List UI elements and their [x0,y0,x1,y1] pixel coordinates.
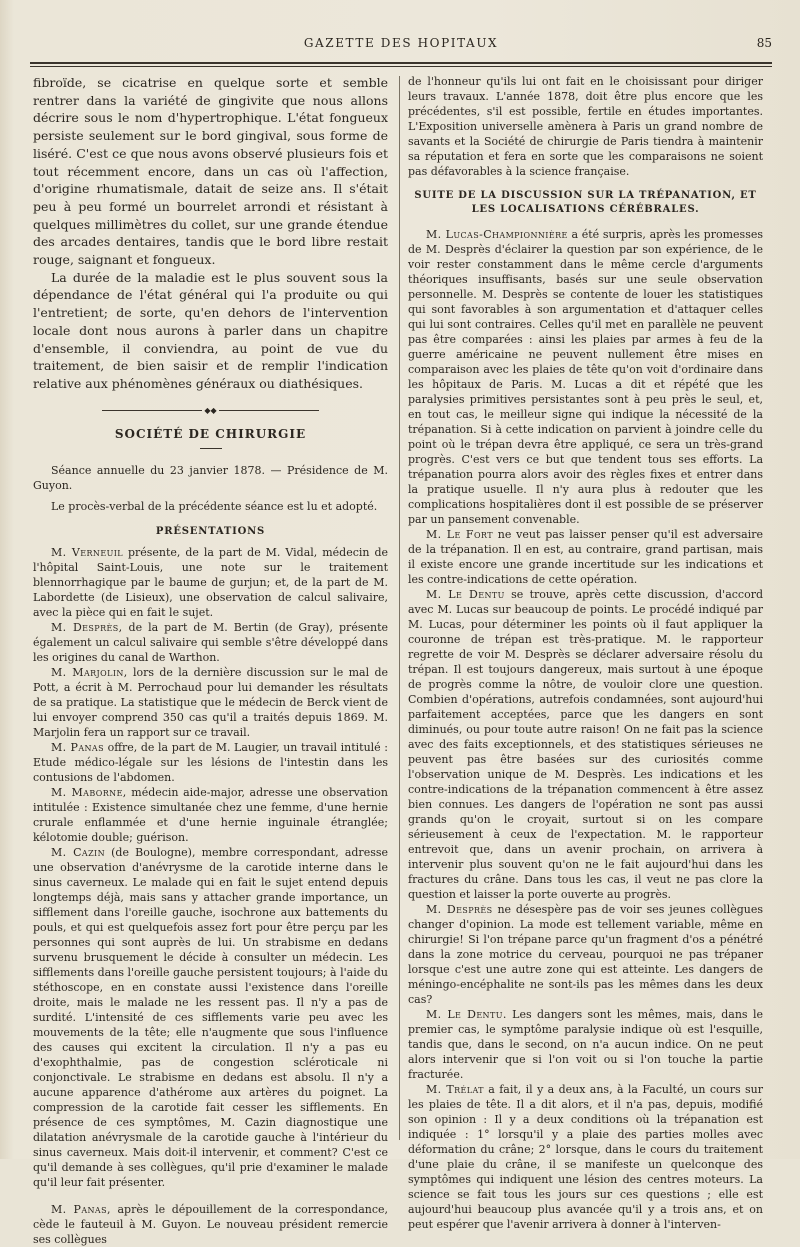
entry-text: médecin aide-major, adresse une observation intitulée : Existence simultanée chez une femme, d'une hernie crurale enflammée et d'une hernie inguinale étranglée; kélotomie double; guérison. [33,785,388,844]
entry-text: Les dangers sont les mêmes, mais, dans le premier cas, le symptôme paralysie indique où est l'esquille, tandis que, dans le second, on n'a aucun indice. On ne peut alors intervenir que si l'on voit ou si l'on touche la partie fracturée. [408,1008,763,1081]
speaker-name: M. Panas, [51,1202,111,1216]
header-rule [30,62,772,64]
left-column [33,74,388,1247]
entry-panas [33,740,388,785]
entry-le-fort [408,527,763,587]
society-title: SOCIÉTÉ DE CHIRURGIE [114,426,307,441]
speaker-name: M. Maborne, [51,785,127,799]
entry-maborne [33,785,388,845]
presentations-heading: PRÉSENTATIONS [155,525,266,537]
entry-text: (de Boulogne), membre correspondant, adresse une observation d'anévrysme de la carotide interne dans le sinus caverneux. Le malade qui en fait le sujet entend depuis longtemps déjà, mais sans y attacher grande importance, un sifflement dans l'oreille gauche, isochrone aux battements du pouls, et qui est quelquefois assez fort pour être perçu par les personnes qui sont auprès de lui. Un strabisme en dedans survenu brusquement le décide à consulter un médecin. Les sifflements dans l'oreille gauche persistent toujours; à l'aide du stéthoscope, en en constate aussi l'existence dans l'oreille droite, mais le malade ne les ressent pas. Il n'y a pas de surdité. L'intensité de ces sifflements varie peu avec les mouvements de la tête; elle n'augmente que sous l'influence des causes qui excitent la circulation. Il n'y a pas eu d'exophthalmie, pas de congestion scléroticale ni conjonctivale. Le strabisme en dedans est absolu. Il n'y a aucune apparence d'athérome aux artères du poignet. La compression de la carotide fait cesser les sifflements. En présence de ces symptômes, M. Cazin diagnostique une dilatation anévrysmale de la carotide gauche à l'intérieur du sinus caverneux. Mais doit-il intervenir, et comment? C'est ce qu'il demande à ses collègues, qu'il prie d'examiner le malade qu'il leur fait présenter. [33,845,388,1189]
entry-cazin [33,845,388,1190]
entry-text: a été surpris, après les promesses de M. Desprès d'éclairer la question par son expérience, de le voir rester constamment dans le même cercle d'arguments théoriques insuffisants, basés sur une seule observation personnelle. M. Desprès se contente de louer les statistiques qui sont favorables à son argumentation et d'attaquer celles qui lui sont contraires. Celles qu'il met en parallèle ne peuvent pas être comparées : ainsi les plaies par armes à feu de la guerre américaine ne peuvent nullement être mises en comparaison avec les plaies de tête qu'on voit d'ordinaire dans les hôpitaux de Paris. M. Lucas a dit et répété que les paralysies primitives persistantes sont à peu près le seul, et, en tout cas, le meilleur signe qui indique la nécessité de la trépanation. Si à cette indication on parvient à joindre celle du point où le trépan devra être appliqué, ce sera un très-grand progrès. C'est vers ce but que tendent tous ses efforts. La trépanation pourra alors avoir des règles fixes et entrer dans la pratique usuelle. Il n'y aura plus à redouter que les complications hospitalières dont il est possible de se préserver par un pansement convenable. [408,228,763,526]
title-rule [200,448,222,449]
entry-despres-reply [408,902,763,1007]
speaker-name: M. Desprès, [51,620,123,634]
speaker-name: M. Lucas-Championnière [426,228,568,241]
right-intro-paragraph: de l'honneur qu'ils lui ont fait en le choisissant pour diriger leurs travaux. L'année 1878, doit être plus encore que les précédentes, s'il est possible, fertile en études importantes. L'Exposition universelle amènera à Paris un grand nombre de savants et la Société de chirurgie de Paris tiendra à maintenir sa réputation et fera en sorte que les comparaisons ne soient pas défavorables à la science française. [408,75,763,178]
column-divider [399,76,400,1140]
speaker-name: M. Le Dentu [426,588,505,601]
entry-text: ne veut pas laisser penser qu'il est adversaire de la trépanation. Il en est, au contraire, grand partisan, mais il existe encore une grande incertitude sur les indications et les contre-indications de cette opération. [408,528,764,586]
entry-text: après le dépouillement de la correspondance, cède le fauteuil à M. Guyon. Le nouveau président remercie ses collègues [33,1202,389,1246]
entry-text: présente, de la part de M. Vidal, médecin de l'hôpital Saint-Louis, une note sur le traitement blennorrhagique par le baume de gurjun; et, de la part de M. Labordette (de Lisieux), une observation de calcul salivaire, avec la pièce qui en fait le sujet. [33,545,388,619]
entry-verneuil [33,545,388,620]
speaker-name: M. Panas [51,740,104,754]
minutes-line: Le procès-verbal de la précédente séance est lu et adopté. [51,499,378,513]
entry-text: se trouve, après cette discussion, d'accord avec M. Lucas sur beaucoup de points. Le procédé indiqué par M. Lucas, pour déterminer les points où il faut appliquer la couronne de trépan est très-pratique. M. le rapporteur regrette de voir M. Desprès se déclarer adversaire résolu du trépan. Il est toujours dangereux, mais surtout à une époque de progrès comme la nôtre, de vouloir clore une question. Combien d'opérations, autrefois condamnées, sont aujourd'hui parfaitement acceptées, parce que les dangers en sont diminués, ou pour toute autre raison! On ne fait pas la science avec des faits exceptionnels, et des statistiques sérieuses ne peuvent pas être basées sur des curiosités comme l'observation unique de M. Desprès. Les indications et les contre-indications de la trépanation commencent à être assez bien connues. Les dangers de l'opération ne sont pas aussi grands qu'on le croyait, surtout si on les compare sérieusement à ceux de l'expectation. M. le rapporteur entrevoit que, dans un avenir prochain, on arrivera à intervenir plus souvent qu'on ne le fait aujourd'hui dans les fractures du crâne. Dans tous les cas, il veut ne pas clore la question et laisser la porte ouverte au progrès. [408,588,763,901]
speaker-name: M. Le Fort [426,528,493,541]
section-ornament: ◆◆ [33,403,388,413]
entry-panas-2 [33,1202,388,1247]
speaker-name: M. Desprès [426,903,493,916]
entry-marjolin [33,665,388,740]
page-number: 85 [756,36,772,50]
intro-paragraph-2: La durée de la maladie est le plus souvent sous la dépendance de l'état général qui l'a produite ou qui l'entretient; de sorte, qu'en dehors de l'intervention locale dont nous aurons à parler dans un chapitre d'ensemble, il conviendra, au point de vue du traitement, de bien saisir et de remplir l'indication relative aux phénomènes généraux ou diathésiques. [33,269,388,391]
entry-lucas-championniere [408,227,763,527]
page-header [30,36,772,56]
speaker-name: M. Trélat [426,1083,484,1096]
speaker-name: M. Le Dentu. [426,1008,507,1021]
entry-text: lors de la dernière discussion sur le mal de Pott, a écrit à M. Perrochaud pour lui demander les résultats de sa pratique. La statistique que le médecin de Berck vient de lui envoyer comprend 350 cas qu'il a traités depuis 1869. M. Marjolin fera un rapport sur ce travail. [33,665,389,739]
entry-le-dentu [408,587,763,902]
running-title: GAZETTE DES HOPITAUX [303,36,499,50]
entry-text: de la part de M. Bertin (de Gray), présente également un calcul salivaire qui semble s'être développé dans les origines du canal de Warthon. [33,620,388,664]
entry-le-dentu-2 [408,1007,763,1082]
entry-text: ne désespère pas de voir ses jeunes collègues changer d'opinion. La mode est tellement variable, même en chirurgie! Si l'on trépane parce qu'un fragment d'os a pénétré dans la zone motrice du cerveau, pourquoi ne pas trépaner lorsque c'est une autre zone qui est atteinte. Les dangers de méningo-encéphalite ne sont-ils pas les mêmes dans les deux cas? [408,903,764,1006]
right-column [408,74,763,1232]
entry-despres [33,620,388,665]
session-line: Séance annuelle du 23 janvier 1878. — Présidence de M. Guyon. [33,463,388,492]
header-rule-thin [30,66,772,67]
entry-text: offre, de la part de M. Laugier, un travail intitulé : Etude médico-légale sur les lésions de l'intestin dans les contusions de l'abdomen. [33,740,388,784]
entry-text: a fait, il y a deux ans, à la Faculté, un cours sur les plaies de tête. Il a dit alors, et il n'a pas, depuis, modifié son opinion : Il y a deux conditions où la trépanation est indiquée : 1° lorsqu'il y a plaie des parties molles avec déformation du crâne; 2° lorsque, dans le cours du traitement d'une plaie du crâne, il se manifeste un quelconque des symptômes qui indiquent une lésion des centres moteurs. La science se fait tous les jours sur ces questions ; elle est aujourd'hui beaucoup plus avancée qu'il y a trois ans, et on peut espérer que l'avenir arrivera à donner à l'interven- [408,1083,763,1231]
speaker-name: M. Marjolin, [51,665,128,679]
intro-paragraph-1: fibroïde, se cicatrise en quelque sorte et semble rentrer dans la variété de gingivite que nous allons décrire sous le nom d'hypertrophique. L'état fongueux persiste seulement sur le bord gingival, sous forme de liséré. C'est ce que nous avons observé plusieurs fois et tout récemment encore, dans un cas où l'affection, d'origine rhumatismale, datait de seize ans. Il s'était peu à peu formé un bourrelet arrondi et résistant à quelques millimètres du collet, sur une grande étendue des arcades dentaires, tandis que le bord libre restait rouge, saignant et fongueux. [33,75,388,268]
speaker-name: M. Cazin [51,845,105,859]
entry-trelat [408,1082,763,1232]
speaker-name: M. Verneuil [51,545,123,559]
discussion-heading: SUITE DE LA DISCUSSION SUR LA TRÉPANATION, ET LES LOCALISATIONS CÉRÉBRALES. [414,190,757,215]
